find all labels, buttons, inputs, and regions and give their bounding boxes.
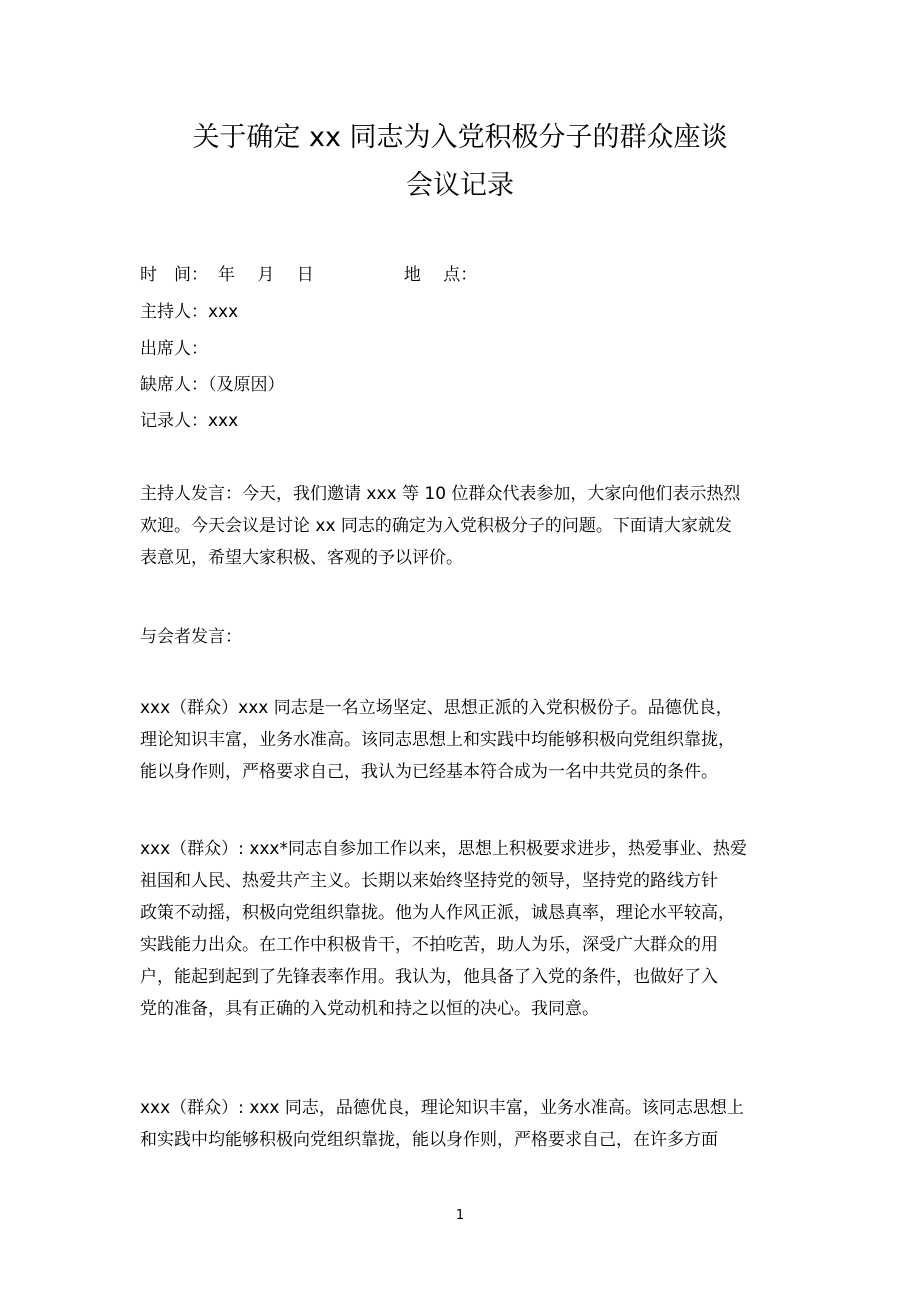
paragraph-line: 和实践中均能够积极向党组织靠拢，能以身作则，严格要求自己，在许多方面 (140, 1130, 718, 1150)
host-speech-paragraph (140, 478, 790, 574)
paragraph-line: 户，能起到起到了先锋表率作用。我认为，他具备了入党的条件，也做好了入 (140, 967, 718, 987)
meta-host: 主持人：xxx (140, 302, 239, 322)
document-title-line2: 会议记录 (406, 170, 514, 201)
paragraph-line: 实践能力出众。在工作中积极肯干，不拍吃苦，助人为乐，深受广大群众的用 (140, 935, 718, 955)
document-title-line1: 关于确定 xx 同志为入党积极分子的群众座谈 (192, 122, 728, 153)
speaker3-paragraph (140, 1092, 790, 1156)
paragraph-line: 理论知识丰富，业务水准高。该同志思想上和实践中均能够积极向党组织靠拢， (140, 730, 735, 750)
paragraph-line: 能以身作则，严格要求自己，我认为已经基本符合成为一名中共党员的条件。 (140, 762, 718, 782)
paragraph-line: 祖国和人民、热爱共产主义。长期以来始终坚持党的领导，坚持党的路线方针 (140, 871, 718, 891)
paragraph-line: 主持人发言：今天，我们邀请 xxx 等 10 位群众代表参加，大家向他们表示热烈 (140, 484, 741, 504)
time-label: 时 间： (140, 265, 208, 285)
paragraph-line: 政策不动摇，积极向党组织靠拢。他为人作风正派，诚恳真率，理论水平较高， (140, 903, 735, 923)
attendees-heading (140, 621, 790, 653)
attendees-heading-text: 与会者发言： (140, 627, 242, 647)
speaker1-paragraph (140, 692, 790, 788)
time-value: 年 月 日 (218, 265, 314, 285)
paragraph-line: xxx（群众）xxx 同志是一名立场坚定、思想正派的入党积极份子。品德优良， (140, 698, 733, 718)
paragraph-line: xxx（群众）: xxx 同志，品德优良，理论知识丰富，业务水准高。该同志思想上 (140, 1098, 744, 1118)
meta-absentees: 缺席人：（及原因） (140, 375, 285, 395)
paragraph-line: 表意见，希望大家积极、客观的予以评价。 (140, 548, 463, 568)
paragraph-line: 欢迎。今天会议是讨论 xx 同志的确定为入党积极分子的问题。下面请大家就发 (140, 516, 732, 536)
paragraph-line: 党的准备，具有正确的入党动机和持之以恒的决心。我同意。 (140, 999, 599, 1019)
meta-attendees: 出席人： (140, 339, 208, 359)
speaker2-paragraph (140, 833, 790, 1025)
meta-recorder: 记录人：xxx (140, 411, 239, 431)
place-label: 地 点： (403, 265, 478, 285)
paragraph-line: xxx（群众）: xxx*同志自参加工作以来，思想上积极要求进步，热爱事业、热爱 (140, 839, 747, 859)
meta-time-place-row (140, 263, 477, 287)
page-number: 1 (455, 1208, 465, 1223)
